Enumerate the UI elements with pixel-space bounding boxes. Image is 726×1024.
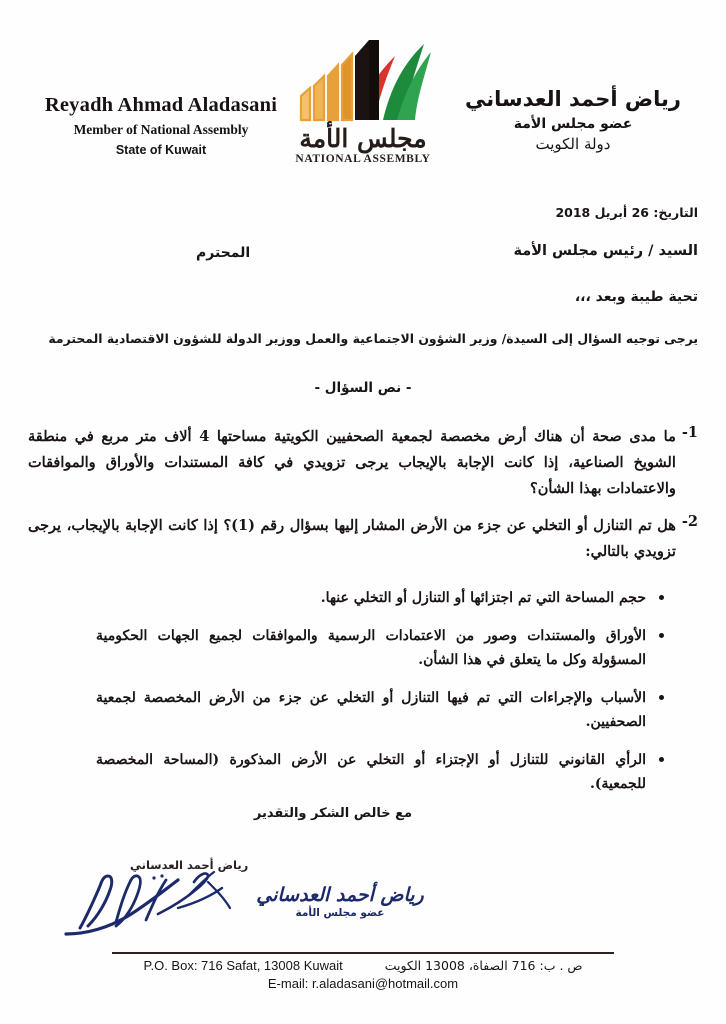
footer-divider bbox=[112, 952, 614, 954]
question-number: 2- bbox=[681, 513, 698, 531]
logo-english-wordmark: NATIONAL ASSEMBLY bbox=[295, 153, 431, 165]
footer-address-row bbox=[0, 958, 726, 973]
list-item bbox=[96, 624, 664, 672]
question-text: ما مدى صحة أن هناك أرض مخصصة لجمعية الصحفيين الكويتية مساحتها 4 ألاف متر مربع في منطقة الشويخ الصناعية، إذا كانت الإجابة بالإيجاب يرجى تزويدي في كافة المستندات والأوراق والموافقات والاعتمادات بهذا الشأن؟ bbox=[28, 428, 676, 497]
footer-email: E-mail: r.aladasani@hotmail.com bbox=[267, 976, 459, 991]
honorific-label: المحترم bbox=[196, 245, 251, 261]
letterhead-english-state: State of Kuwait bbox=[115, 143, 207, 157]
bullet-dot-icon bbox=[646, 624, 664, 672]
addressee-line: السيد / رئيس مجلس الأمة bbox=[513, 243, 698, 259]
bullet-dot-icon bbox=[646, 748, 664, 796]
footer bbox=[0, 958, 726, 991]
bullet-dot-icon bbox=[646, 686, 664, 734]
letterhead bbox=[0, 34, 726, 199]
list-item-text: الأسباب والإجراءات التي تم فيها التنازل أو التخلي عن جزء من الأرض المخصصة لجمعية الصحفيين. bbox=[96, 690, 646, 731]
national-assembly-emblem-icon bbox=[283, 34, 443, 134]
closing-line: مع خالص الشكر والتقدير bbox=[253, 806, 413, 821]
question-item bbox=[28, 424, 698, 501]
request-line: يرجى توجيه السؤال إلى السيدة/ وزير الشؤون الاجتماعية والعمل ووزير الدولة للشؤون الاقتصادية المحترمة bbox=[48, 331, 698, 346]
signature-stamp bbox=[250, 886, 430, 919]
greeting-line: تحية طيبة وبعد ،،، bbox=[574, 289, 698, 305]
question-section-heading: - نص السؤال - bbox=[314, 380, 412, 396]
questions-list bbox=[28, 424, 698, 577]
letterhead-english-block bbox=[26, 94, 296, 157]
question-item bbox=[28, 513, 698, 565]
list-item-text: الأوراق والمستندات وصور من الاعتمادات الرسمية والموافقات لجميع الجهات الحكومية المسؤولة وكل ما يتعلق في هذا الشأن. bbox=[96, 628, 646, 669]
question-text: هل تم التنازل أو التخلي عن جزء من الأرض المشار إليها بسؤال رقم (1)؟ إذا كانت الإجابة بالإيجاب، يرجى تزويدي بالتالي: bbox=[28, 517, 676, 561]
national-assembly-logo bbox=[283, 34, 443, 194]
list-item bbox=[96, 686, 664, 734]
question-number: 1- bbox=[681, 424, 698, 441]
bullet-dot-icon bbox=[646, 586, 664, 610]
footer-address-arabic: ص . ب: 716 الصفاة، 13008 الكويت bbox=[384, 958, 583, 973]
logo-arabic-wordmark: مجلس الأمة bbox=[299, 124, 427, 153]
list-item-text: حجم المساحة التي تم اجتزائها أو التنازل أو التخلي عنها. bbox=[320, 590, 646, 606]
signature-block bbox=[30, 858, 450, 953]
list-item-text: الرأي القانوني للتنازل أو الإجتزاء أو التخلي عن الأرض المذكورة (المساحة المخصصة للجمعية). bbox=[96, 752, 646, 793]
stamp-role: عضو مجلس الأمة bbox=[295, 906, 385, 919]
list-item bbox=[96, 748, 664, 796]
letterhead-arabic-block bbox=[448, 86, 698, 153]
logo-wordmark bbox=[283, 126, 443, 165]
letterhead-english-role: Member of National Assembly bbox=[73, 122, 249, 137]
signatory-printed-name: رياض أحمد العدساني bbox=[130, 858, 249, 872]
handwritten-signature-icon bbox=[58, 864, 268, 942]
date-line: التاريخ: 26 أبريل 2018 bbox=[555, 205, 698, 220]
list-item bbox=[96, 586, 664, 610]
letterhead-english-name: Reyadh Ahmad Aladasani bbox=[44, 94, 278, 116]
footer-address-english: P.O. Box: 716 Safat, 13008 Kuwait bbox=[143, 958, 343, 973]
stamp-name: رياض أحمد العدساني bbox=[256, 884, 424, 906]
letterhead-arabic-name: رياض أحمد العدساني bbox=[464, 87, 681, 111]
letterhead-arabic-role: عضو مجلس الأمة bbox=[513, 116, 633, 133]
letterhead-arabic-state: دولة الكويت bbox=[535, 135, 611, 154]
sub-items-list bbox=[96, 586, 664, 811]
